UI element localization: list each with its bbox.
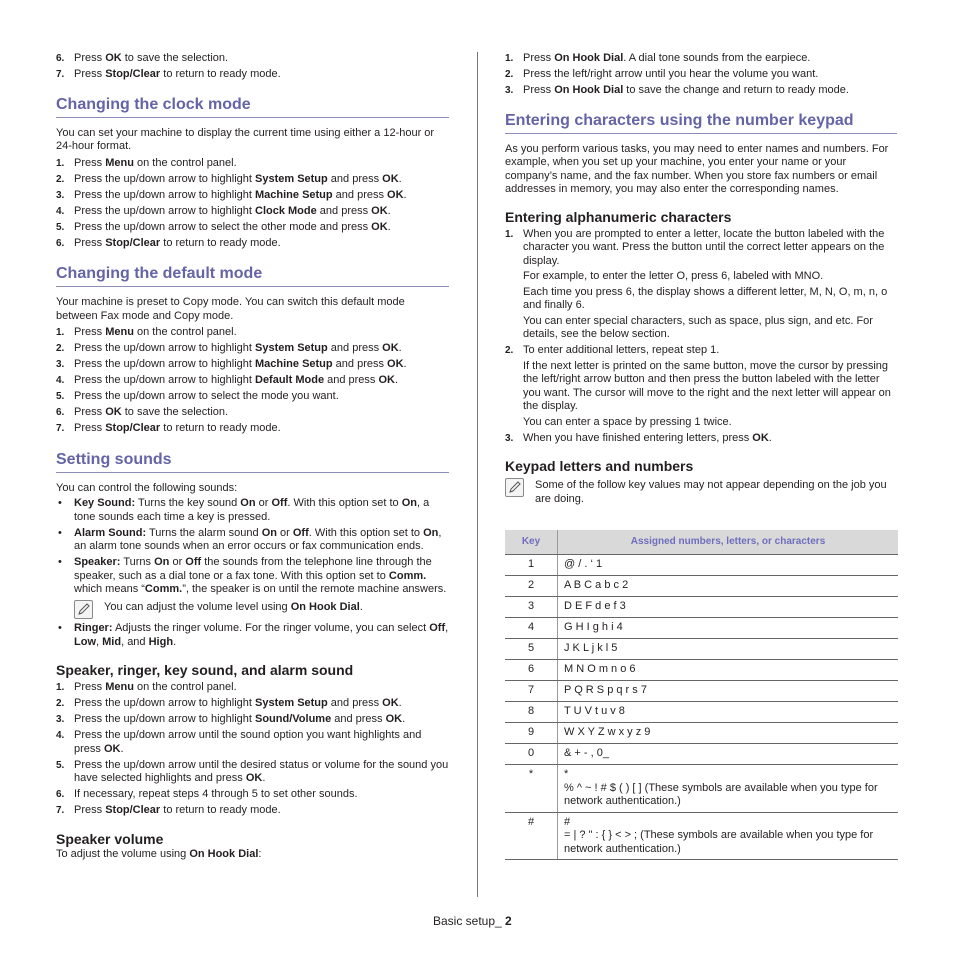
list-item: 7. Press Stop/Clear to return to ready mode. — [56, 804, 281, 816]
ringer-list — [56, 622, 449, 649]
alphanumeric-steps — [505, 228, 897, 446]
volume-steps — [505, 52, 897, 98]
list-item: 7. Press Stop/Clear to return to ready mode. — [56, 68, 281, 80]
list-item: 6. Press Stop/Clear to return to ready mode. — [56, 236, 281, 249]
list-item: 2. Press the up/down arrow to highlight System Setup and press OK. — [56, 342, 402, 354]
list-item: 3. Press the up/down arrow to highlight Sound/Volume and press OK. — [56, 713, 406, 725]
top-steps — [56, 52, 449, 82]
table-row: 4 G H I g h i 4 — [505, 618, 898, 639]
clock-mode-steps — [56, 157, 449, 251]
speaker-volume-heading: Speaker volume — [56, 830, 164, 847]
column-divider — [477, 52, 478, 897]
table-row: 0 & + - , 0_ — [505, 744, 898, 765]
list-item: 1. Press Menu on the control panel. — [56, 326, 237, 338]
list-item-alarm-sound: • Alarm Sound: Turns the alarm sound On or Off. With this option set to On, an alarm tone sounds when an error occurs or fax communication ends. — [58, 526, 442, 552]
entering-characters-heading: Entering characters using the number keypad — [505, 111, 897, 134]
list-item: 1. Press Menu on the control panel. — [56, 681, 237, 693]
list-item: 5. Press the up/down arrow until the desired status or volume for the sound you have selected highlights and press OK. — [56, 758, 449, 784]
list-item-speaker: • Speaker: Turns On or Off the sounds from the telephone line through the speaker, such as a dial tone or a fax tone. With this option set to Comm. which means “Comm.”, the speaker is on until the remote machine answers. — [58, 556, 447, 595]
setting-sounds-heading: Setting sounds — [56, 450, 449, 473]
list-item: 1. Press On Hook Dial. A dial tone sounds from the earpiece. — [505, 52, 811, 64]
list-item: 5. Press the up/down arrow to select the other mode and press OK. — [56, 220, 391, 233]
list-item: 6. Press OK to save the selection. — [56, 52, 229, 64]
table-row: 1 @ / . ‘ 1 — [505, 555, 898, 576]
table-header-assigned: Assigned numbers, letters, or characters — [558, 530, 899, 555]
list-item: 3. Press the up/down arrow to highlight Machine Setup and press OK. — [56, 358, 407, 370]
clock-mode-heading: Changing the clock mode — [56, 95, 449, 118]
table-row: # # = | ? " : { } < > ; (These symbols are available when you type for network authentication.) — [505, 812, 898, 860]
keypad-note: Some of the follow key values may not appear depending on the job you are doing. — [505, 479, 897, 506]
list-item: 6. If necessary, repeat steps 4 through 5 to set other sounds. — [56, 788, 358, 800]
keypad-table — [505, 530, 898, 860]
list-item: 4. Press the up/down arrow to highlight Default Mode and press OK. — [56, 374, 399, 386]
left-column — [56, 52, 449, 861]
list-item: 2. Press the up/down arrow to highlight System Setup and press OK. — [56, 697, 402, 709]
note-pencil-icon — [505, 478, 524, 497]
list-item: 1. Press Menu on the control panel. — [56, 156, 237, 169]
speaker-volume-intro: To adjust the volume using On Hook Dial: — [56, 847, 262, 860]
table-header-key: Key — [505, 530, 558, 555]
list-item-ringer: • Ringer: Adjusts the ringer volume. For the ringer volume, you can select Off, Low, Mid, and High. — [58, 622, 449, 648]
default-mode-intro: Your machine is preset to Copy mode. You can switch this default mode between Fax mode and Copy mode. — [56, 296, 405, 322]
page-number: 2 — [505, 914, 512, 928]
list-item: 4. Press the up/down arrow until the sound option you want highlights and press OK. — [56, 729, 422, 755]
setting-sounds-intro: You can control the following sounds: — [56, 481, 238, 494]
list-item: 4. Press the up/down arrow to highlight Clock Mode and press OK. — [56, 204, 391, 217]
clock-mode-intro: You can set your machine to display the current time using either a 12-hour or 24-hour format. — [56, 126, 435, 152]
list-item: 7. Press Stop/Clear to return to ready mode. — [56, 422, 281, 434]
list-item: 5. Press the up/down arrow to select the mode you want. — [56, 390, 339, 402]
list-item: 3. When you have finished entering letters, press OK. — [505, 431, 772, 444]
default-mode-steps — [56, 326, 449, 436]
note-pencil-icon — [74, 600, 93, 619]
table-row: 5 J K L j k l 5 — [505, 639, 898, 660]
list-item: 2. Press the left/right arrow until you hear the volume you want. — [505, 68, 819, 80]
volume-note: You can adjust the volume level using On Hook Dial. — [74, 601, 449, 615]
speaker-ringer-heading: Speaker, ringer, key sound, and alarm sound — [56, 662, 354, 678]
list-item: 2. To enter additional letters, repeat step 1. If the next letter is printed on the same button, move the cursor by pressing the left/right arrow button and then press the button labeled with the letter you want. The cursor will move to the right and the next letter will appear on the display. You can enter a space by pressing 1 twice. — [505, 344, 891, 428]
table-row: 3 D E F d e f 3 — [505, 597, 898, 618]
table-row: 9 W X Y Z w x y z 9 — [505, 723, 898, 744]
alphanumeric-heading: Entering alphanumeric characters — [505, 208, 732, 225]
entering-characters-intro: As you perform various tasks, you may need to enter names and numbers. For example, when you set up your machine, you enter your name or your company’s name, and the fax number. When you store fax numbers or email addresses in memory, you may also enter the corresponding names. — [505, 142, 889, 195]
table-row: 6 M N O m n o 6 — [505, 660, 898, 681]
speaker-ringer-steps — [56, 681, 449, 818]
list-item: 2. Press the up/down arrow to highlight System Setup and press OK. — [56, 172, 402, 185]
sound-options-list — [56, 497, 449, 597]
table-row: 2 A B C a b c 2 — [505, 576, 898, 597]
list-item: 6. Press OK to save the selection. — [56, 406, 229, 418]
list-item: 3. Press On Hook Dial to save the change and return to ready mode. — [505, 84, 849, 96]
default-mode-heading: Changing the default mode — [56, 264, 449, 287]
table-row: 7 P Q R S p q r s 7 — [505, 681, 898, 702]
list-item-key-sound: • Key Sound: Turns the key sound On or Off. With this option set to On, a tone sounds each time a key is pressed. — [58, 497, 430, 523]
table-row: * * % ^ ~ ! # $ ( ) [ ] (These symbols are available when you type for network authentication.) — [505, 765, 898, 813]
keypad-heading: Keypad letters and numbers — [505, 458, 694, 474]
table-row: 8 T U V t u v 8 — [505, 702, 898, 723]
list-item: 3. Press the up/down arrow to highlight Machine Setup and press OK. — [56, 188, 407, 201]
right-column — [505, 52, 897, 860]
page-footer: Basic setup_ 2 — [433, 914, 512, 928]
list-item: 1. When you are prompted to enter a letter, locate the button labeled with the character you want. Press the button until the correct letter appears on the display. For example, to enter the letter O, press 6, labeled with MNO. Each time you press 6, the display shows a different letter, M, N, O, m, n, o and finally 6. You can enter special characters, such as space, plus sign, and etc. For details, see the below section. — [505, 227, 888, 340]
